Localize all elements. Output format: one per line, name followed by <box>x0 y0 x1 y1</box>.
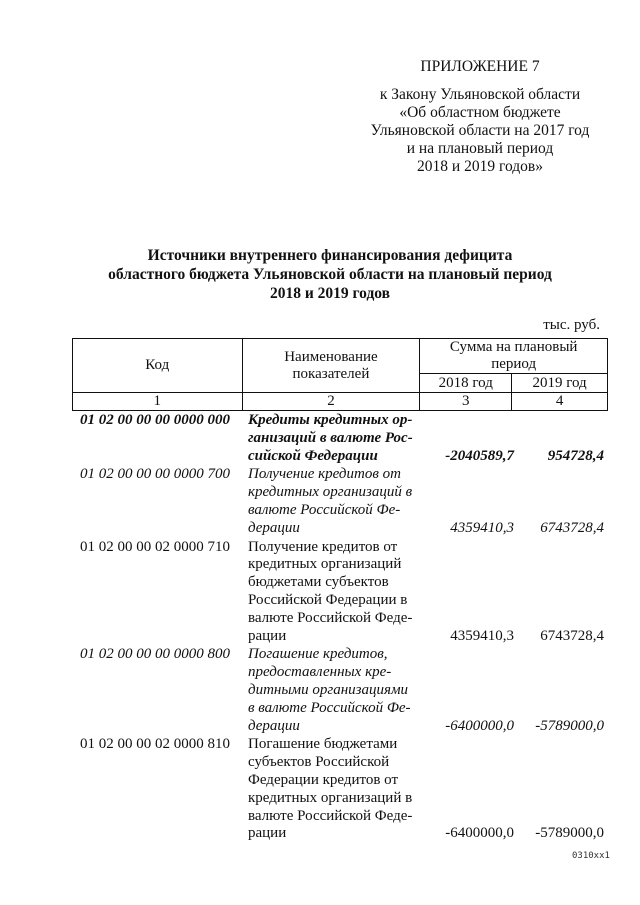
row-name-line: Погашение бюджетами <box>248 736 398 753</box>
row-name-line: Российской Федерации в <box>248 591 408 608</box>
row-name <box>248 736 428 843</box>
table-row <box>80 539 610 646</box>
column-number: 4 <box>512 393 608 411</box>
appendix-line: к Закону Ульяновской области <box>379 86 581 103</box>
appendix-line: Ульяновской области на 2017 год <box>370 122 590 139</box>
row-code: 01 02 00 00 02 0000 810 <box>80 736 230 753</box>
header-name-line: показателей <box>292 365 370 382</box>
header-name-line: Наименование <box>284 348 378 365</box>
value-text: -5789000,0 <box>535 825 604 842</box>
row-name-line: субъектов Российской <box>248 754 390 771</box>
row-name-line: в валюте Российской Фе- <box>248 699 411 716</box>
row-name <box>248 646 428 735</box>
column-number: 2 <box>242 393 420 411</box>
table-row <box>80 646 610 735</box>
units-label: тыс. руб. <box>543 317 600 333</box>
row-value-2018 <box>428 646 518 735</box>
row-name-line: бюджетами субъектов <box>248 574 389 591</box>
value-text: 954728,4 <box>547 447 604 464</box>
title-line: 2018 и 2019 годов <box>269 285 391 302</box>
row-name <box>248 466 428 537</box>
row-name <box>248 412 428 465</box>
row-name-line: валюте Российской Феде- <box>248 807 413 824</box>
document-code: 0310хх1 <box>572 851 610 861</box>
table-body <box>80 412 610 844</box>
row-name-line: Погашение кредитов, <box>248 646 388 663</box>
row-name-line: рации <box>248 627 287 644</box>
header-sum-line: период <box>491 356 537 372</box>
row-name <box>248 539 428 646</box>
row-name-line: Получение кредитов от <box>248 466 401 483</box>
row-name-line: дерации <box>248 519 300 536</box>
row-code: 01 02 00 00 02 0000 710 <box>80 538 230 555</box>
table-row <box>80 736 610 843</box>
row-name-line: сийской Федерации <box>248 447 378 464</box>
row-code: 01 02 00 00 00 0000 700 <box>80 466 230 483</box>
row-value-2019 <box>518 736 612 843</box>
value-text: -6400000,0 <box>445 717 514 734</box>
value-text: -2040589,7 <box>445 447 514 464</box>
row-name-line: кредитных организаций в <box>248 789 413 806</box>
row-name-line: валюте Российской Феде- <box>248 609 413 626</box>
row-value-2018 <box>428 466 518 537</box>
header-year-2018: 2018 год <box>420 374 512 393</box>
row-name-line: кредитных организаций в <box>248 484 413 501</box>
row-name-line: Федерации кредитов от <box>248 771 399 788</box>
table-header <box>72 338 608 411</box>
appendix-header <box>350 58 610 176</box>
row-name-line: кредитных организаций <box>248 556 402 573</box>
value-text: -6400000,0 <box>445 825 514 842</box>
row-code: 01 02 00 00 00 0000 000 <box>80 412 230 428</box>
appendix-number: ПРИЛОЖЕНИЕ 7 <box>420 58 540 75</box>
row-name-line: предоставленных кре- <box>248 664 392 681</box>
document-title <box>80 246 580 303</box>
row-value-2019 <box>518 412 612 465</box>
row-name-line: рации <box>248 825 287 842</box>
column-number: 1 <box>73 393 243 411</box>
table-row <box>80 412 610 465</box>
value-text: 6743728,4 <box>540 519 604 536</box>
row-name-line: дерации <box>248 717 300 734</box>
row-name-line: валюте Российской Фе- <box>248 501 401 518</box>
row-code: 01 02 00 00 00 0000 800 <box>80 646 230 663</box>
column-number: 3 <box>420 393 512 411</box>
value-text: 4359410,3 <box>450 627 514 644</box>
row-value-2018 <box>428 736 518 843</box>
row-value-2018 <box>428 539 518 646</box>
header-sum <box>420 339 608 374</box>
value-text: 6743728,4 <box>540 627 604 644</box>
appendix-line: и на плановый период <box>406 140 554 157</box>
row-value-2019 <box>518 539 612 646</box>
appendix-line: 2018 и 2019 годов» <box>417 158 543 175</box>
header-name <box>242 339 420 393</box>
value-text: 4359410,3 <box>450 519 514 536</box>
row-name-line: ганизаций в валюте Рос- <box>248 429 413 446</box>
title-line: Источники внутреннего финансирования дефицита <box>147 247 513 264</box>
row-value-2018 <box>428 412 518 465</box>
header-year-2019: 2019 год <box>512 374 608 393</box>
header-code: Код <box>73 339 243 393</box>
value-text: -5789000,0 <box>535 717 604 734</box>
appendix-line: «Об областном бюджете <box>399 104 561 121</box>
row-name-line: Кредиты кредитных ор- <box>248 412 413 428</box>
title-line: областного бюджета Ульяновской области на плановый период <box>108 266 552 283</box>
row-name-line: дитными организациями <box>248 681 409 698</box>
header-sum-line: Сумма на плановый <box>449 339 578 355</box>
row-name-line: Получение кредитов от <box>248 538 398 555</box>
table-row <box>80 466 610 537</box>
row-value-2019 <box>518 466 612 537</box>
row-value-2019 <box>518 646 612 735</box>
